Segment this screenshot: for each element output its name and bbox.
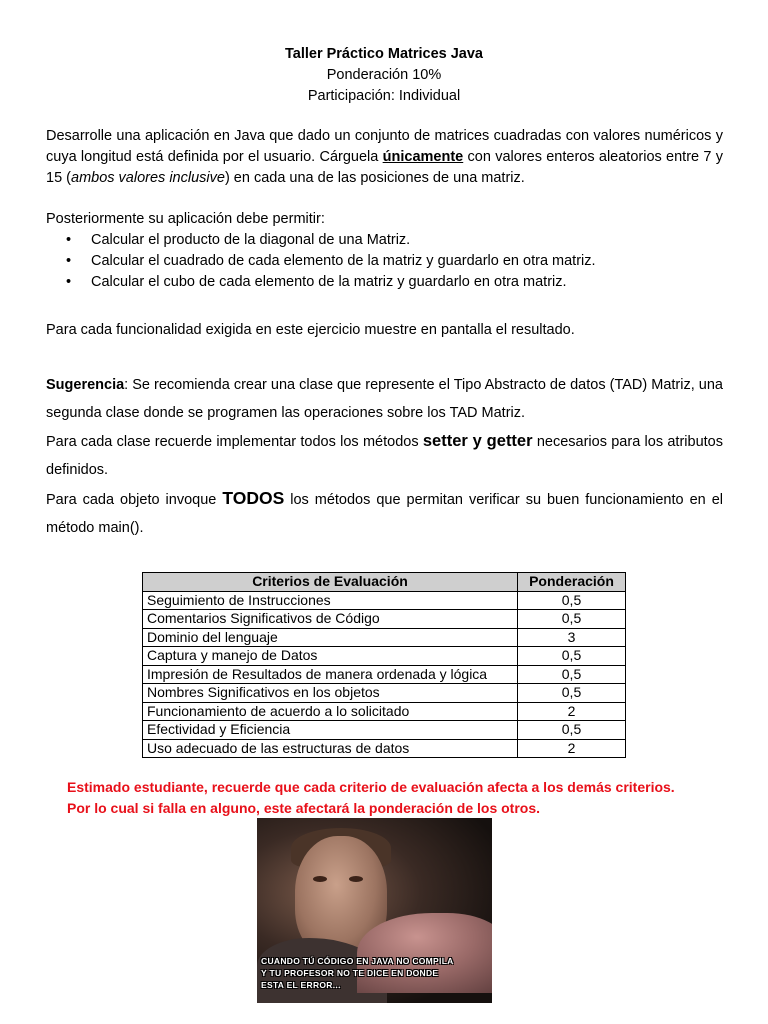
table-row xyxy=(143,665,626,684)
document-header xyxy=(0,44,768,107)
suggestion-label: Sugerencia xyxy=(46,377,125,393)
suggestion-paragraph-2 xyxy=(46,427,723,484)
requirements-lead: Posteriormente su aplicación debe permitir: xyxy=(46,211,325,227)
weight-cell: 0,5 xyxy=(518,647,626,666)
intro-text-3: ) en cada una de las posiciones de una matriz. xyxy=(224,170,525,186)
meme-caption-line: CUANDO TÚ CÓDIGO EN JAVA NO COMPILA xyxy=(261,956,454,966)
header-weight: Ponderación xyxy=(518,573,626,592)
table-row xyxy=(143,591,626,610)
suggestion-text-3b: los métodos que permitan verificar su buen funcionamiento en el método main(). xyxy=(46,492,723,536)
criterion-cell: Efectividad y Eficiencia xyxy=(143,721,518,740)
meme-caption-line: Y TU PROFESOR NO TE DICE EN DONDE xyxy=(261,968,439,978)
weight-cell: 2 xyxy=(518,702,626,721)
table-row xyxy=(143,647,626,666)
list-item: • Calcular el cubo de cada elemento de la matriz y guardarlo en otra matriz. xyxy=(46,272,726,293)
table-row xyxy=(143,739,626,758)
requirements-list xyxy=(46,230,726,293)
criterion-cell: Funcionamiento de acuerdo a lo solicitado xyxy=(143,702,518,721)
warning-line-2: Por lo cual si falla en alguno, este afectará la ponderación de los otros. xyxy=(67,800,541,816)
meme-caption xyxy=(261,955,491,991)
meme-image xyxy=(257,818,492,1003)
warning-note xyxy=(67,777,747,819)
intro-emphasis: únicamente xyxy=(382,149,464,165)
warning-line-1: Estimado estudiante, recuerde que cada criterio de evaluación afecta a los demás criterios. xyxy=(67,779,675,795)
suggestion-text-2b: necesarios para los atributos definidos. xyxy=(46,434,723,478)
intro-paragraph xyxy=(46,126,723,189)
table-header-row xyxy=(143,573,626,592)
weight-cell: 3 xyxy=(518,628,626,647)
list-item: • Calcular el cuadrado de cada elemento de la matriz y guardarlo en otra matriz. xyxy=(46,251,726,272)
display-note: Para cada funcionalidad exigida en este ejercicio muestre en pantalla el resultado. xyxy=(46,322,575,338)
suggestion-emphasis-setter-getter: setter y getter xyxy=(422,432,533,450)
criterion-cell: Impresión de Resultados de manera ordenada y lógica xyxy=(143,665,518,684)
criterion-cell: Dominio del lenguaje xyxy=(143,628,518,647)
weight-cell: 0,5 xyxy=(518,610,626,629)
criterion-cell: Uso adecuado de las estructuras de datos xyxy=(143,739,518,758)
table-row xyxy=(143,684,626,703)
table-row xyxy=(143,628,626,647)
suggestion-block xyxy=(46,371,723,542)
criterion-cell: Seguimiento de Instrucciones xyxy=(143,591,518,610)
list-item: • Calcular el producto de la diagonal de una Matriz. xyxy=(46,230,726,251)
weight-cell: 0,5 xyxy=(518,591,626,610)
meme-caption-line: ESTA EL ERROR... xyxy=(261,980,341,990)
intro-text-2: con valores enteros aleatorios entre 7 y 15 ( xyxy=(46,149,723,186)
weight-cell: 0,5 xyxy=(518,665,626,684)
criterion-cell: Captura y manejo de Datos xyxy=(143,647,518,666)
weight-cell: 0,5 xyxy=(518,684,626,703)
criterion-cell: Comentarios Significativos de Código xyxy=(143,610,518,629)
table-row xyxy=(143,721,626,740)
meme-eye-right xyxy=(349,876,363,882)
document-participation: Participación: Individual xyxy=(307,88,461,104)
suggestion-text-2a: Para cada clase recuerde implementar todos los métodos xyxy=(46,434,423,450)
table-row xyxy=(143,702,626,721)
suggestion-emphasis-todos: TODOS xyxy=(222,488,285,508)
table-row xyxy=(143,610,626,629)
criterion-cell: Nombres Significativos en los objetos xyxy=(143,684,518,703)
intro-italic: ambos valores inclusive xyxy=(71,170,225,186)
document-title: Taller Práctico Matrices Java xyxy=(284,46,483,62)
document-weight: Ponderación 10% xyxy=(326,67,442,83)
criteria-table xyxy=(142,572,626,758)
header-criteria: Criterios de Evaluación xyxy=(143,573,518,592)
intro-text-1: Desarrolle una aplicación en Java que dado un conjunto de matrices cuadradas con valores numéricos y cuya longitud está definida por el usuario. Cárguela xyxy=(46,128,723,165)
suggestion-paragraph-1 xyxy=(46,371,723,427)
weight-cell: 0,5 xyxy=(518,721,626,740)
suggestion-paragraph-3 xyxy=(46,484,723,542)
weight-cell: 2 xyxy=(518,739,626,758)
meme-eye-left xyxy=(313,876,327,882)
suggestion-text-3a: Para cada objeto invoque xyxy=(46,492,223,508)
suggestion-text-1: : Se recomienda crear una clase que represente el Tipo Abstracto de datos (TAD) Matriz, una segunda clase donde se programen las operaciones sobre los TAD Matriz. xyxy=(46,377,723,421)
